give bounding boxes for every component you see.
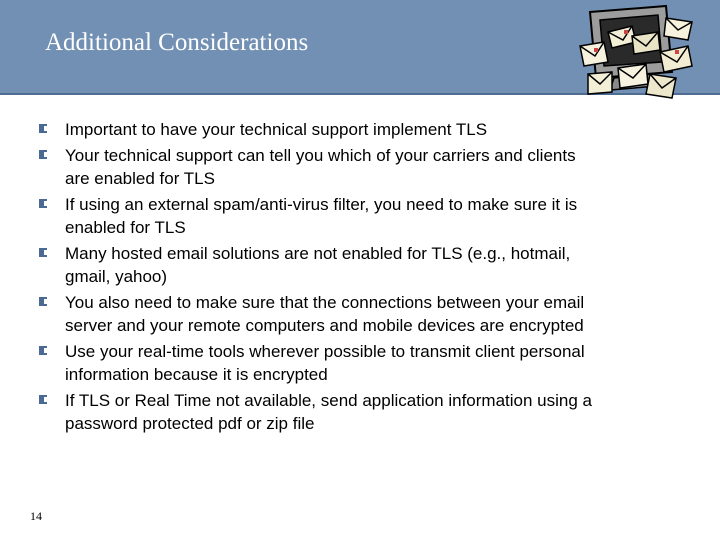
bullet-text: Many hosted email solutions are not enabled for TLS (e.g., hotmail, gmail, yahoo) (65, 244, 571, 286)
bullet-icon (39, 297, 47, 306)
list-item (38, 144, 598, 190)
slide-title: Additional Considerations (45, 29, 309, 56)
list-item (38, 389, 598, 435)
bullet-icon (39, 395, 47, 404)
list-item (38, 291, 598, 337)
page-number: 14 (30, 509, 42, 523)
list-item (38, 340, 598, 386)
computer-mail-icon (574, 2, 698, 108)
bullet-icon (39, 124, 47, 133)
bullet-icon (39, 346, 47, 355)
list-item (38, 118, 598, 141)
bullet-icon (39, 150, 47, 159)
bullet-text: Important to have your technical support implement TLS (65, 120, 488, 139)
bullet-text: Use your real-time tools wherever possible to transmit client personal information because it is encrypted (65, 342, 585, 384)
bullet-text: Your technical support can tell you which of your carriers and clients are enabled for TLS (65, 146, 576, 188)
list-item (38, 193, 598, 239)
bullet-text: You also need to make sure that the connections between your email server and your remote computers and mobile devices are encrypted (65, 293, 585, 335)
bullet-text: If TLS or Real Time not available, send application information using a password protected pdf or zip file (65, 391, 592, 433)
bullet-list (38, 118, 598, 438)
list-item (38, 242, 598, 288)
bullet-icon (39, 248, 47, 257)
bullet-icon (39, 199, 47, 208)
bullet-text: If using an external spam/anti-virus filter, you need to make sure it is enabled for TLS (65, 195, 578, 237)
